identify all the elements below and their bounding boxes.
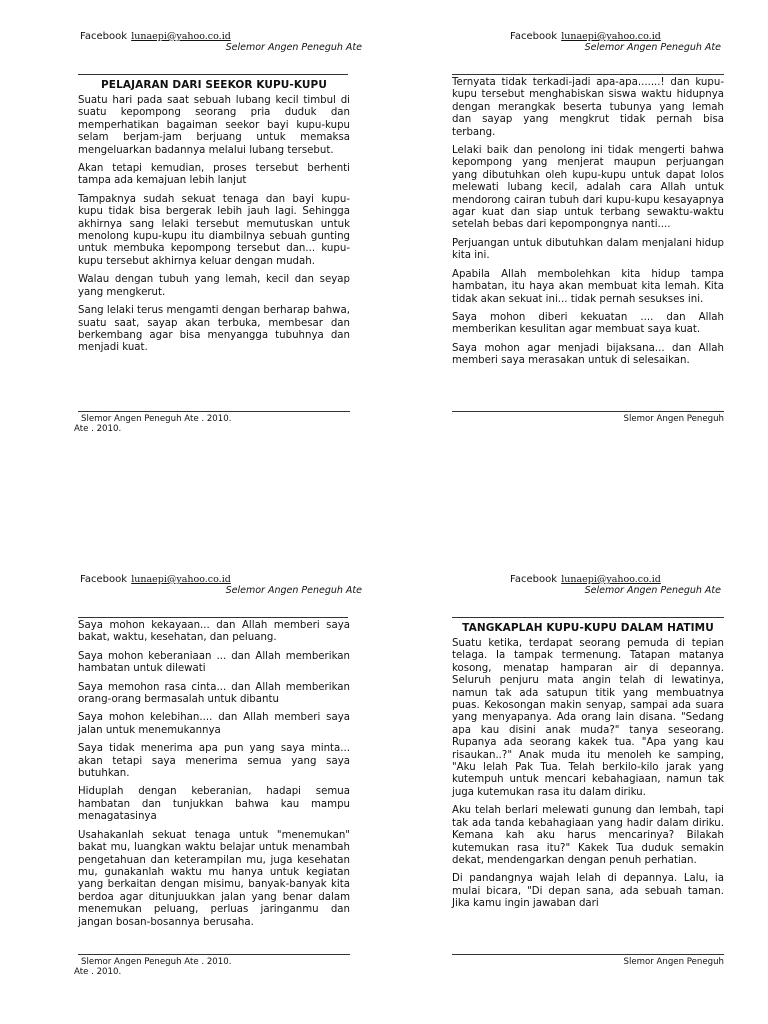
facebook-contact (80, 574, 231, 585)
footer-credit: Slemor Angen Peneguh (623, 957, 724, 967)
page-footer (74, 411, 350, 434)
paragraph: Lelaki baik dan penolong ini tidak mengerti bahwa kepompong yang menjerat maupun perjuangan yang dibutuhkan oleh kupu-kupu untuk dapat lolos melewati lubang kecil, adalah cara Allah untuk mendorong cairan tubuh dari kupu-kupu kesayapnya agar kuat dan siap untuk terbang sewaktu-waktu setelah bebas dari kepompongnya nanti.... (452, 145, 724, 231)
article-body (452, 77, 724, 368)
article-title: TANGKAPLAH KUPU-KUPU DALAM HATIMU (462, 622, 714, 634)
page-header (452, 573, 724, 603)
paragraph: Usahakanlah sekuat tenaga untuk "menemukan" bakat mu, luangkan waktu belajar untuk menambah pengetahuan dan keterampilan mu, juga kesehatan mu, gunakanlah waktu mu hanya untuk kegiatan yang berkaitan dengan misimu, banyak-banyak kita berdoa agar ditunjuukkan jalan yang benar dalam menemukan peluang, perluas jaringanmu dan jangan bosan-bosannya berusaha. (78, 829, 350, 928)
footer-year: Ate . 2010. (74, 967, 122, 977)
facebook-label: Facebook (510, 31, 557, 42)
email-link[interactable]: lunaepi@yahoo.co.id (561, 31, 661, 42)
paragraph: Hiduplah dengan keberanian, hadapi semua hambatan dan tunjukkan bahwa kau mampu menagatasinya (78, 786, 350, 823)
page-header (452, 30, 724, 60)
page-footer (74, 954, 350, 977)
paragraph: Saya memohon rasa cinta... dan Allah memberikan orang-orang bermasalah untuk dibantu (78, 681, 350, 706)
footer-divider (452, 411, 724, 412)
paragraph: Saya mohon agar menjadi bijaksana... dan Allah memberi saya merasakan untuk di selesaikan. (452, 342, 724, 367)
paragraph: Saya mohon diberi kekuatan .... dan Allah memberikan kesulitan agar membuat saya kuat. (452, 311, 724, 336)
paragraph: Saya mohon keberaniaan ... dan Allah memberikan hambatan untuk dilewati (78, 650, 350, 675)
paragraph: Walau dengan tubuh yang lemah, kecil dan seyap yang mengkerut. (78, 274, 350, 298)
footer-divider (78, 954, 350, 955)
facebook-contact (510, 31, 661, 42)
page-panel-3 (78, 573, 362, 935)
site-name: Selemor Angen Peneguh Ate (584, 42, 721, 53)
paragraph: Saya tidak menerima apa pun yang saya minta... akan tetapi saya menerima semua yang saya butuhkan. (78, 743, 350, 780)
page-footer (452, 411, 724, 424)
paragraph: Akan tetapi kemudian, proses tersebut berhenti tampa ada kemajuan lebih lanjut (78, 163, 350, 187)
facebook-contact (510, 574, 661, 585)
email-link[interactable]: lunaepi@yahoo.co.id (131, 31, 231, 42)
paragraph: Apabila Allah membolehkan kita hidup tampa hambatan, itu haya akan membuat kita lemah. Kita tidak akan sekuat ini... tidak pernah sesukses ini. (452, 268, 724, 305)
article-body (452, 638, 724, 911)
paragraph: Saya mohon kelebihan.... dan Allah memberi saya jalan untuk menemukannya (78, 712, 350, 736)
paragraph: Suatu ketika, terdapat seorang pemuda di tepian telaga. Ia tampak termenung. Tatapan matanya kosong, menatap hamparan air di depannya. Seluruh penjuru mata angin telah di lewatinya, namun tak ada satupun titik yang membuatnya puas. Kekosongan makin senyap, sampai ada suara yang menyapanya. Ada orang lain disana. "Sedang apa kau disini anak muda?" tanya seseorang. Rupanya ada seorang kakek tua. "Apa yang kau risaukan..?" Anak muda itu menoleh ke samping, "Aku lelah Pak Tua. Telah berkilo-kilo jarak yang kutempuh untuk mencari kebahagiaan, namun tak juga kutemukan rasa itu dalam diriku. (452, 638, 724, 798)
paragraph: Suatu hari pada saat sebuah lubang kecil timbul di suatu kepompong seorang pria duduk dan memperhatikan bagaiman seekor bayi kupu-kupu selam berjam-jam berjuang untuk memaksa mengeluarkan badannya melalui lubang tersebut. (78, 95, 350, 156)
page-header (78, 30, 362, 60)
footer-credit: Slemor Angen Peneguh Ate . 2010. (81, 957, 232, 967)
page-panel-1 (78, 30, 362, 361)
page-panel-4 (452, 573, 724, 917)
email-link[interactable]: lunaepi@yahoo.co.id (131, 574, 231, 585)
article-body (78, 95, 350, 355)
header-divider (78, 617, 348, 618)
footer-credit: Slemor Angen Peneguh Ate . 2010. (81, 414, 232, 424)
facebook-contact (80, 31, 231, 42)
page-header (78, 573, 362, 603)
facebook-label: Facebook (510, 574, 557, 585)
footer-credit: Slemor Angen Peneguh (623, 414, 724, 424)
footer-divider (78, 411, 350, 412)
paragraph: Aku telah berlari melewati gunung dan lembah, tapi tak ada tanda kebahagiaan yang hadir dalam diriku. Kemana kah aku harus mencarinya? Bilakah kutemukan rasa itu?" Kakek Tua duduk semakin dekat, mendengarkan dengan penuh perhatian. (452, 805, 724, 866)
header-divider (78, 74, 348, 75)
header-divider (452, 617, 724, 618)
paragraph: Tampaknya sudah sekuat tenaga dan bayi kupu-kupu tidak bisa bergerak lebih jauh lagi. Sehingga akhirnya sang lelaki tersebut memutuskan untuk menolong kupu-kupu itu diambilnya sebuah gunting untuk membuka kepompong tersebut dan... kupu-kupu tersebut akhirnya keluar dengan mudah. (78, 193, 350, 267)
paragraph: Perjuangan untuk dibutuhkan dalam menjalani hidup kita ini. (452, 237, 724, 262)
page-footer (452, 954, 724, 967)
site-name: Selemor Angen Peneguh Ate (225, 585, 362, 596)
page-panel-2 (452, 30, 724, 374)
paragraph: Ternyata tidak terkadi-jadi apa-apa.......! dan kupu-kupu tersebut menghabiskan siswa waktu hidupnya dengan merangkak beserta tubunya yang lemah dan sayap yang mengkrut tidak pernah bisa terbang. (452, 77, 724, 138)
paragraph: Saya mohon kekayaan... dan Allah memberi saya bakat, waktu, kesehatan, dan peluang. (78, 620, 350, 644)
footer-divider (452, 954, 724, 955)
header-divider (452, 74, 724, 75)
facebook-label: Facebook (80, 574, 127, 585)
site-name: Selemor Angen Peneguh Ate (584, 585, 721, 596)
paragraph: Sang lelaki terus mengamti dengan berharap bahwa, suatu saat, sayap akan terbuka, membesar dan berkembang agar bisa menyangga tubuhnya dan menjadi kuat. (78, 305, 350, 354)
email-link[interactable]: lunaepi@yahoo.co.id (561, 574, 661, 585)
article-body (78, 620, 350, 929)
footer-year: Ate . 2010. (74, 424, 122, 434)
site-name: Selemor Angen Peneguh Ate (225, 42, 362, 53)
paragraph: Di pandangnya wajah lelah di depannya. Lalu, ia mulai bicara, "Di depan sana, ada sebuah taman. Jika kamu ingin jawaban dari (452, 873, 724, 910)
facebook-label: Facebook (80, 31, 127, 42)
article-title: PELAJARAN DARI SEEKOR KUPU-KUPU (101, 79, 327, 91)
